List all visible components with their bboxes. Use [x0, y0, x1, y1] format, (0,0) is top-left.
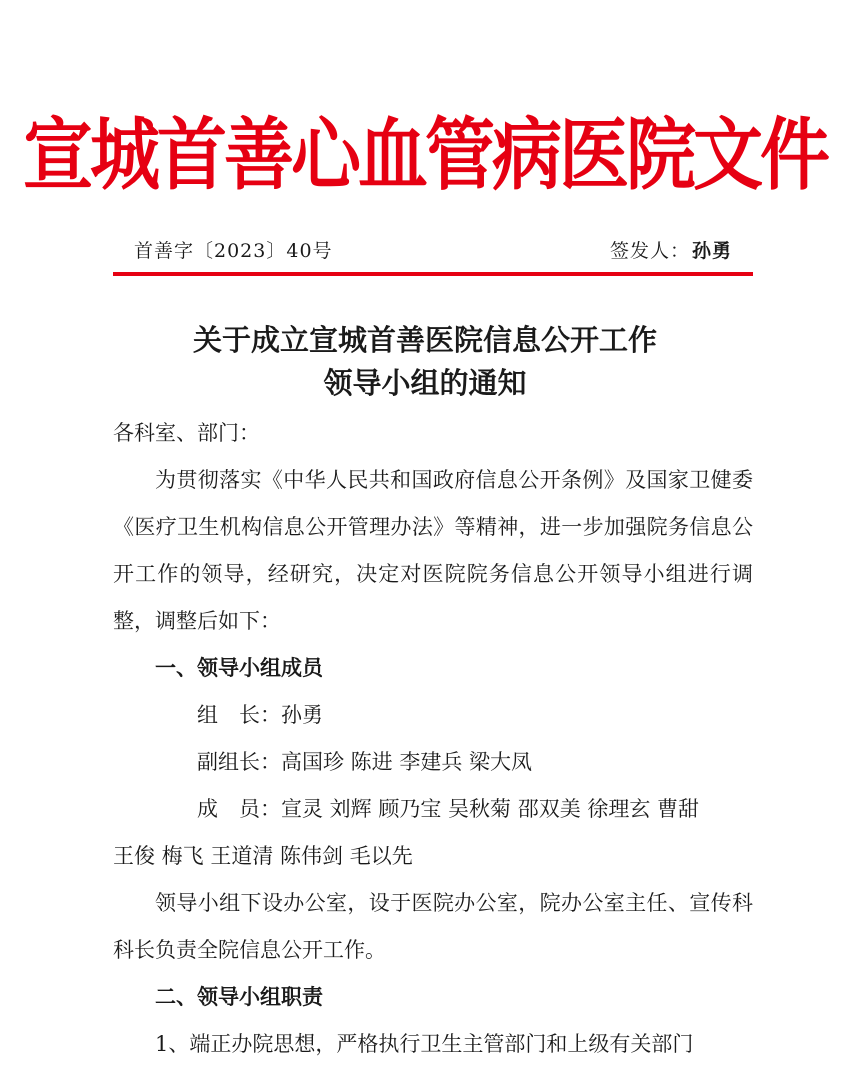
deputy-names: 高国珍 陈进 李建兵 梁大凤: [281, 750, 533, 774]
intro-paragraph: 为贯彻落实《中华人民共和国政府信息公开条例》及国家卫健委《医疗卫生机构信息公开管理办法》等精神，进一步加强院务信息公开工作的领导，经研究，决定对医院院务信息公开领导小组进行调整，调整后如下：: [113, 468, 753, 633]
red-divider: [113, 272, 753, 276]
notice-title-line2: 领导小组的通知: [323, 366, 527, 400]
members-line-continued: 王俊 梅飞 王道清 陈伟剑 毛以先: [113, 844, 413, 868]
section-heading-duties: 二、领导小组职责: [155, 985, 323, 1009]
deputy-label: 副组长：: [197, 750, 281, 774]
document-number: 首善字〔2023〕40号: [134, 240, 333, 262]
members-names-1: 宣灵 刘辉 顾乃宝 吴秋菊 邵双美 徐理玄 曹甜: [281, 797, 700, 821]
members-line: [113, 786, 753, 833]
section-heading-members: 一、领导小组成员: [155, 656, 323, 680]
leader-name: 孙勇: [281, 703, 323, 727]
notice-title-line1: 关于成立宣城首善医院信息公开工作: [192, 323, 657, 357]
signer: [610, 236, 732, 263]
signer-label: 签发人：: [609, 240, 690, 262]
document-body: [113, 410, 753, 1068]
members-label: 成 员：: [197, 797, 281, 821]
document-masthead: 宣城首善心血管病医院文件: [23, 109, 827, 201]
leader-line: [113, 692, 753, 739]
salutation: 各科室、部门：: [113, 421, 260, 445]
leader-label: 组 长：: [197, 703, 281, 727]
duty-item-1: 1、端正办院思想，严格执行卫生主管部门和上级有关部门: [155, 1032, 694, 1056]
office-paragraph: 领导小组下设办公室，设于医院办公室，院办公室主任、宣传科科长负责全院信息公开工作。: [113, 891, 753, 962]
deputy-line: [113, 739, 753, 786]
signer-name: 孙勇: [691, 240, 732, 262]
